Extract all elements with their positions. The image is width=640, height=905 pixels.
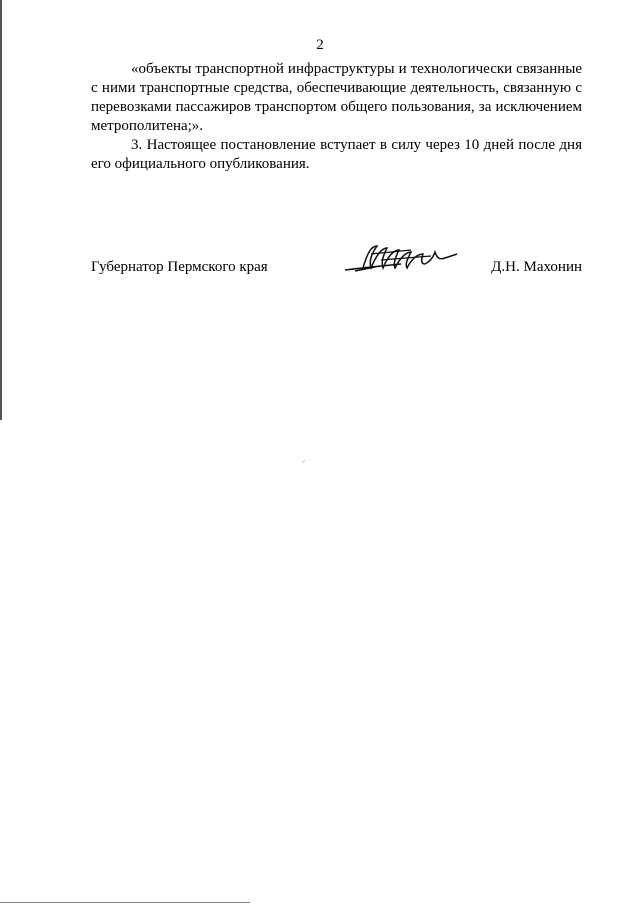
signer-name: Д.Н. Махонин [491,259,582,275]
scan-speck [302,460,305,463]
signer-position: Губернатор Пермского края [91,259,268,275]
page-number: 2 [316,37,324,53]
signature-block [91,240,582,280]
scan-bottom-edge [0,902,250,903]
handwritten-signature [341,240,461,280]
document-body [91,60,582,174]
paragraph-effective-date: 3. Настоящее постановление вступает в силу через 10 дней после дня его официального опубликования. [91,137,582,172]
scan-left-edge [0,0,2,420]
paragraph-definition: «объекты транспортной инфраструктуры и технологически связанные с ними транспортные средства, обеспечивающие деятельность, связанную с перевозками пассажиров транспортом общего пользования, за исключением метрополитена;». [91,61,582,134]
